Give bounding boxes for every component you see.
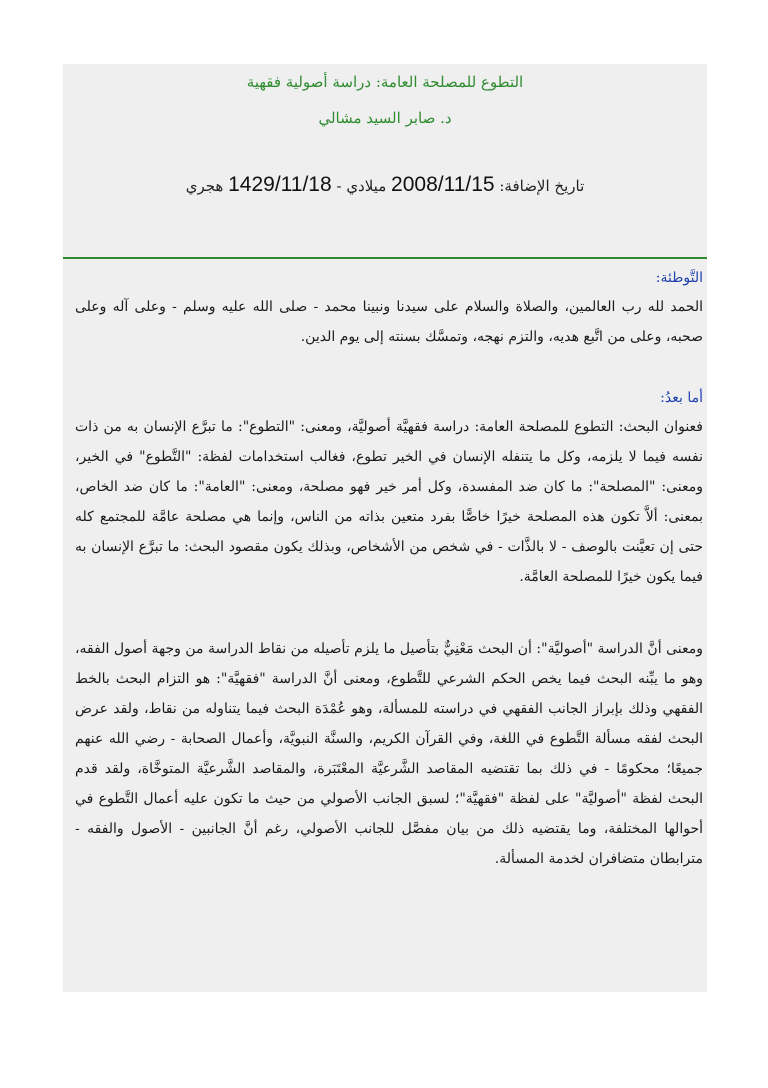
date-hijri-label: هجري xyxy=(185,177,224,195)
body-heading: أما بعدُ: xyxy=(660,390,703,406)
header-divider xyxy=(63,257,707,259)
section-spacer xyxy=(75,352,703,384)
intro-paragraph: الحمد لله رب العالمين، والصلاة والسلام على سيدنا ونبينا محمد - صلى الله عليه وسلم - وعلى آله وعلى صحبه، وعلى من اتَّبع هديه، والتزم نهجه، وتمسَّك بسنته إلى يوم الدين. xyxy=(75,299,703,345)
date-gregorian-label: ميلادي xyxy=(346,177,387,195)
article-title: التطوع للمصلحة العامة: دراسة أصولية فقهية xyxy=(246,73,524,91)
body-paragraph-2: ومعنى أنَّ الدراسة "أصوليَّة": أن البحث مَعْنِيٌّ بتأصيل ما يلزم تأصيله من نقاط الدراسة من وجهة أصول الفقه، وهو ما يبِّنه البحث فيما يخص الحكم الشرعي للتَّطوع، ومعنى أنَّ الدراسة "فقهيَّة": هو التزام البحث بالخط الفقهي وذلك بإبراز الجانب الفقهي في دراسته للمسألة، وهو عُمْدَة البحث فيما يتناوله من نقاط، ولقد عرض البحث لفقه مسألة التَّطوع في اللغة، وفي القرآن الكريم، والسنَّة النبويَّة، وأعمال الصحابة - رضي الله عنهم جميعًا؛ محكومًا - في ذلك بما تقتضيه المقاصد الشَّرعيَّة المعْتَبَرة، والمقاصد الشَّرعيَّة المتوخَّاة، ولقد قدم البحث لفظة "أصوليَّة" على لفظة "فقهيَّة"؛ لسبق الجانب الأصولي من حيث ما تكون عليه أعمال التَّطوع في أحوالها المختلفة، وما يقتضيه ذلك من بيان مفصَّل للجانب الأصولي، رغم أنَّ الجانبين - الأصول والفقه - مترابطان متضافران لخدمة المسألة. xyxy=(75,641,703,867)
date-hijri: 1429/11/18 xyxy=(228,173,332,196)
date-separator: - xyxy=(336,177,342,195)
intro-heading: التَّوطئة: xyxy=(655,270,703,286)
article-author: د. صابر السيد مشالي xyxy=(318,109,452,127)
article-header xyxy=(63,64,707,260)
paragraph-spacer xyxy=(75,592,703,634)
date-gregorian: 2008/11/15 xyxy=(391,173,495,196)
article-body xyxy=(63,264,707,874)
document-page xyxy=(63,64,707,992)
date-added-line xyxy=(63,170,707,201)
body-paragraph-1: فعنوان البحث: التطوع للمصلحة العامة: دراسة فقهيَّة أصوليَّة، ومعنى: "التطوع": ما تبرَّع الإنسان به من ذات نفسه فيما لا يلزمه، وكل ما يتنفله الإنسان في الخير تطوع، فغالب استخدامات لفظة: "التَّطوع" في الخير، ومعنى: "المصلحة": ما كان ضد المفسدة، وكل أمر خير فهو مصلحة، ومعنى: "العامة": ما كان ضد الخاص، بمعنى: ألاَّ تكون هذه المصلحة خيرًا خاصًّا بفرد متعين بذاته من الناس، وإنما هي مصلحة عامَّة للمجتمع كله حتى إن تعيَّنت بالوصف - لا بالذَّات - في شخص من الأشخاص، وبذلك يكون مقصود البحث: ما تبرَّع الإنسان به فيما يكون خيرًا للمصلحة العامَّة. xyxy=(75,419,703,585)
date-prefix: تاريخ الإضافة: xyxy=(499,177,585,195)
